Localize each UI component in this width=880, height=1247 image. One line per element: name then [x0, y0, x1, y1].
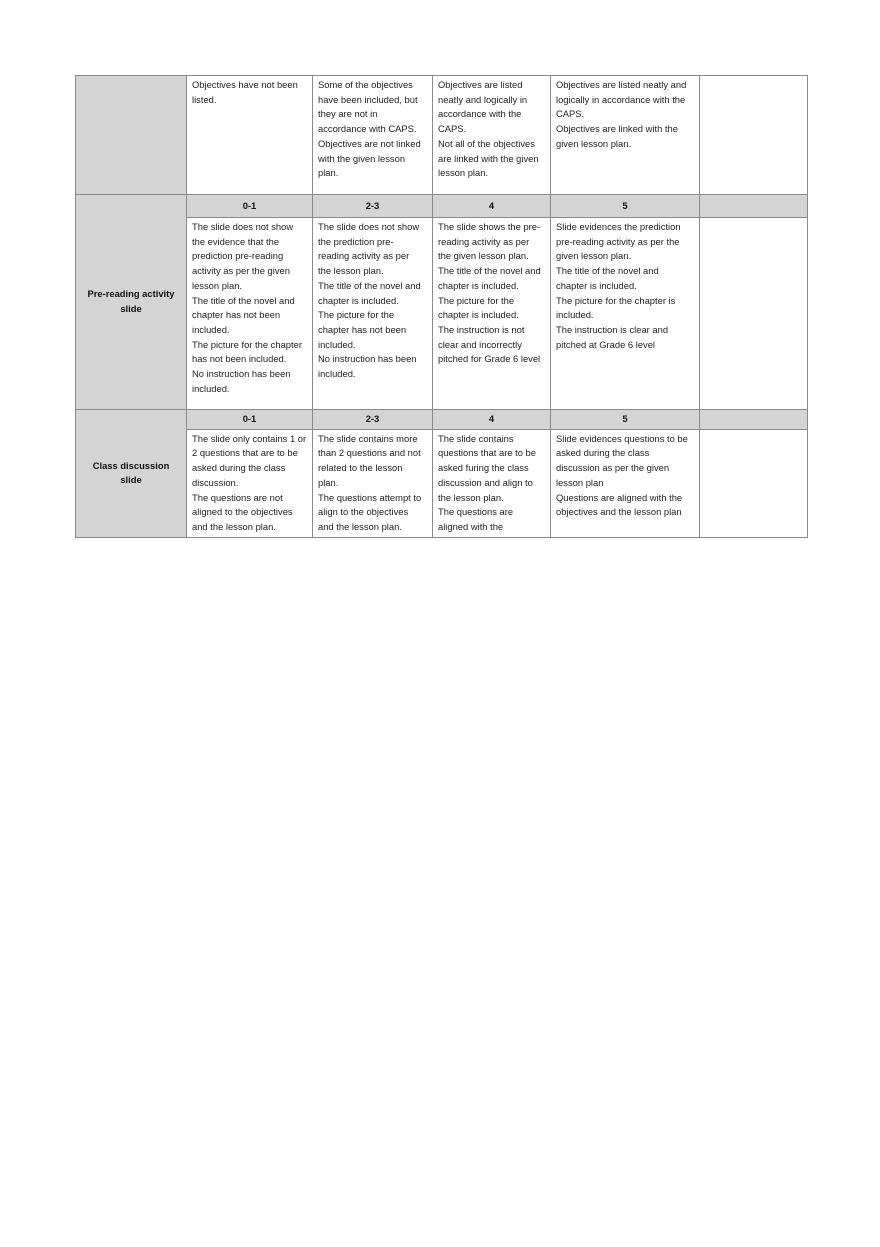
descriptor-line: clear and incorrectly	[438, 338, 522, 350]
descriptor-cell	[433, 429, 551, 537]
descriptor-line: discussion and align to	[438, 476, 533, 488]
rubric-table	[75, 75, 808, 538]
descriptor-cell	[551, 76, 700, 195]
descriptor-line: asked during the class	[556, 447, 650, 459]
descriptor-line: The picture for the chapter	[192, 338, 302, 350]
score-band-header: 5	[551, 195, 700, 218]
descriptor-line: Not all of the objectives	[438, 137, 535, 149]
descriptor-line: Slide evidences questions to be	[556, 432, 688, 444]
descriptor-line: 2 questions that are to be	[192, 447, 298, 459]
descriptor-cell	[433, 218, 551, 410]
descriptor-line: CAPS.	[438, 123, 467, 135]
descriptor-cell	[187, 429, 313, 537]
descriptor-line: No instruction has been	[318, 353, 417, 365]
descriptor-line: Objectives are listed	[438, 79, 523, 90]
descriptor-cell	[313, 218, 433, 410]
descriptor-line: included.	[192, 382, 230, 394]
score-header-row	[76, 410, 808, 430]
descriptor-line: has not been included.	[192, 353, 287, 365]
descriptor-line: reading activity as per	[318, 250, 410, 262]
descriptor-line: plan.	[318, 476, 339, 488]
descriptor-line: align to the objectives	[318, 506, 409, 518]
score-band-header: 4	[433, 410, 551, 430]
descriptor-line: chapter is included.	[438, 309, 519, 321]
descriptor-line: with the given lesson	[318, 152, 406, 164]
score-band-header	[700, 410, 808, 430]
score-band-header: 5	[551, 410, 700, 430]
descriptor-cell	[551, 429, 700, 537]
descriptor-line: Some of the objectives	[318, 79, 413, 90]
descriptor-line: Objectives are listed neatly and	[556, 79, 687, 90]
descriptor-line: activity as per the given	[192, 265, 290, 277]
score-band-header: 2-3	[313, 195, 433, 218]
descriptor-line: chapter is included.	[556, 279, 637, 291]
descriptor-line: the prediction pre-	[318, 235, 394, 247]
score-header-row	[76, 195, 808, 218]
descriptor-line: objectives and the lesson plan	[556, 506, 682, 518]
descriptor-line: The slide only contains 1 or	[192, 432, 307, 444]
mark-cell	[700, 76, 808, 195]
descriptor-line: included.	[318, 368, 356, 380]
descriptor-cell	[187, 76, 313, 195]
descriptor-line: included.	[556, 309, 594, 321]
descriptor-line: pitched at Grade 6 level	[556, 338, 656, 350]
descriptor-line: The slide does not show	[192, 221, 294, 232]
descriptor-cell	[433, 76, 551, 195]
descriptor-line: aligned with the	[438, 520, 504, 532]
descriptor-line: discussion.	[192, 476, 239, 488]
descriptor-line: chapter has not been	[192, 309, 281, 321]
descriptor-line: Objectives have not been	[192, 79, 298, 90]
descriptor-line: logically in accordance with the	[556, 93, 686, 105]
descriptor-line: lesson plan.	[438, 167, 489, 179]
descriptor-line: plan.	[318, 167, 339, 179]
descriptor-line: the evidence that the	[192, 235, 280, 247]
descriptor-line: The picture for the	[438, 294, 515, 306]
descriptor-line: questions that are to be	[438, 447, 536, 459]
descriptor-cell	[187, 218, 313, 410]
descriptor-line: and the lesson plan.	[318, 520, 402, 532]
descriptor-line: chapter has not been	[318, 323, 407, 335]
descriptor-line: related to the lesson	[318, 462, 403, 474]
descriptor-line: chapter is included.	[318, 294, 399, 306]
descriptor-line: Objectives are not linked	[318, 137, 421, 149]
descriptor-line: neatly and logically in	[438, 93, 528, 105]
descriptor-line: The slide shows the pre-	[438, 221, 541, 232]
descriptor-line: given lesson plan.	[556, 250, 632, 262]
descriptor-line: the given lesson plan.	[438, 250, 529, 262]
descriptor-line: than 2 questions and not	[318, 447, 421, 459]
descriptor-line: No instruction has been	[192, 368, 291, 380]
descriptor-line: The slide does not show	[318, 221, 420, 232]
descriptor-line: prediction pre-reading	[192, 250, 284, 262]
descriptor-line: the lesson plan.	[318, 265, 384, 277]
descriptor-line: The slide contains	[438, 432, 514, 444]
descriptor-cell	[313, 76, 433, 195]
mark-cell	[700, 429, 808, 537]
descriptor-line: pre-reading activity as per the	[556, 235, 680, 247]
descriptor-line: The instruction is clear and	[556, 323, 669, 335]
descriptor-line: Questions are aligned with the	[556, 491, 683, 503]
descriptor-cell	[313, 429, 433, 537]
mark-cell	[700, 218, 808, 410]
descriptor-line: pitched for Grade 6 level	[438, 353, 541, 365]
descriptor-line: listed.	[192, 93, 217, 105]
score-band-header: 0-1	[187, 195, 313, 218]
descriptor-line: The picture for the	[318, 309, 395, 321]
score-band-header: 2-3	[313, 410, 433, 430]
descriptor-line: CAPS.	[556, 108, 585, 120]
descriptor-line: accordance with CAPS.	[318, 123, 417, 135]
descriptor-line: reading activity as per	[438, 235, 530, 247]
descriptor-line: Objectives are linked with the	[556, 123, 678, 135]
descriptor-line: The title of the novel and	[438, 265, 541, 277]
descriptor-line: have been included, but	[318, 93, 418, 105]
criterion-cell-pre-reading: Pre-reading activity slide	[76, 195, 187, 410]
descriptor-line: discussion as per the given	[556, 462, 670, 474]
descriptor-line: The slide contains more	[318, 432, 418, 444]
score-band-header: 0-1	[187, 410, 313, 430]
descriptor-line: The picture for the chapter is	[556, 294, 676, 306]
criterion-cell	[76, 76, 187, 195]
score-band-header: 4	[433, 195, 551, 218]
descriptor-line: The questions attempt to	[318, 491, 422, 503]
descriptor-line: The title of the novel and	[192, 294, 295, 306]
descriptor-line: included.	[192, 323, 230, 335]
descriptor-line: The instruction is not	[438, 323, 525, 335]
descriptor-line: lesson plan	[556, 476, 604, 488]
score-band-header	[700, 195, 808, 218]
descriptor-line: aligned to the objectives	[192, 506, 293, 518]
descriptor-line: are linked with the given	[438, 152, 539, 164]
descriptor-line: Slide evidences the prediction	[556, 221, 681, 232]
descriptor-line: included.	[318, 338, 356, 350]
descriptor-line: asked during the class	[192, 462, 286, 474]
descriptor-line: given lesson plan.	[556, 137, 632, 149]
descriptor-line: The title of the novel and	[556, 265, 659, 277]
descriptor-line: The title of the novel and	[318, 279, 421, 291]
descriptor-cell	[551, 218, 700, 410]
descriptor-line: and the lesson plan.	[192, 520, 276, 532]
descriptor-line: lesson plan.	[192, 279, 243, 291]
descriptor-line: The questions are not	[192, 491, 283, 503]
rubric-row-objectives	[76, 76, 808, 195]
descriptor-line: chapter is included.	[438, 279, 519, 291]
descriptor-line: accordance with the	[438, 108, 522, 120]
descriptor-line: the lesson plan.	[438, 491, 504, 503]
descriptor-line: The questions are	[438, 506, 514, 518]
descriptor-line: they are not in	[318, 108, 378, 120]
criterion-cell-class-discussion: Class discussion slide	[76, 410, 187, 538]
descriptor-line: asked furing the class	[438, 462, 529, 474]
